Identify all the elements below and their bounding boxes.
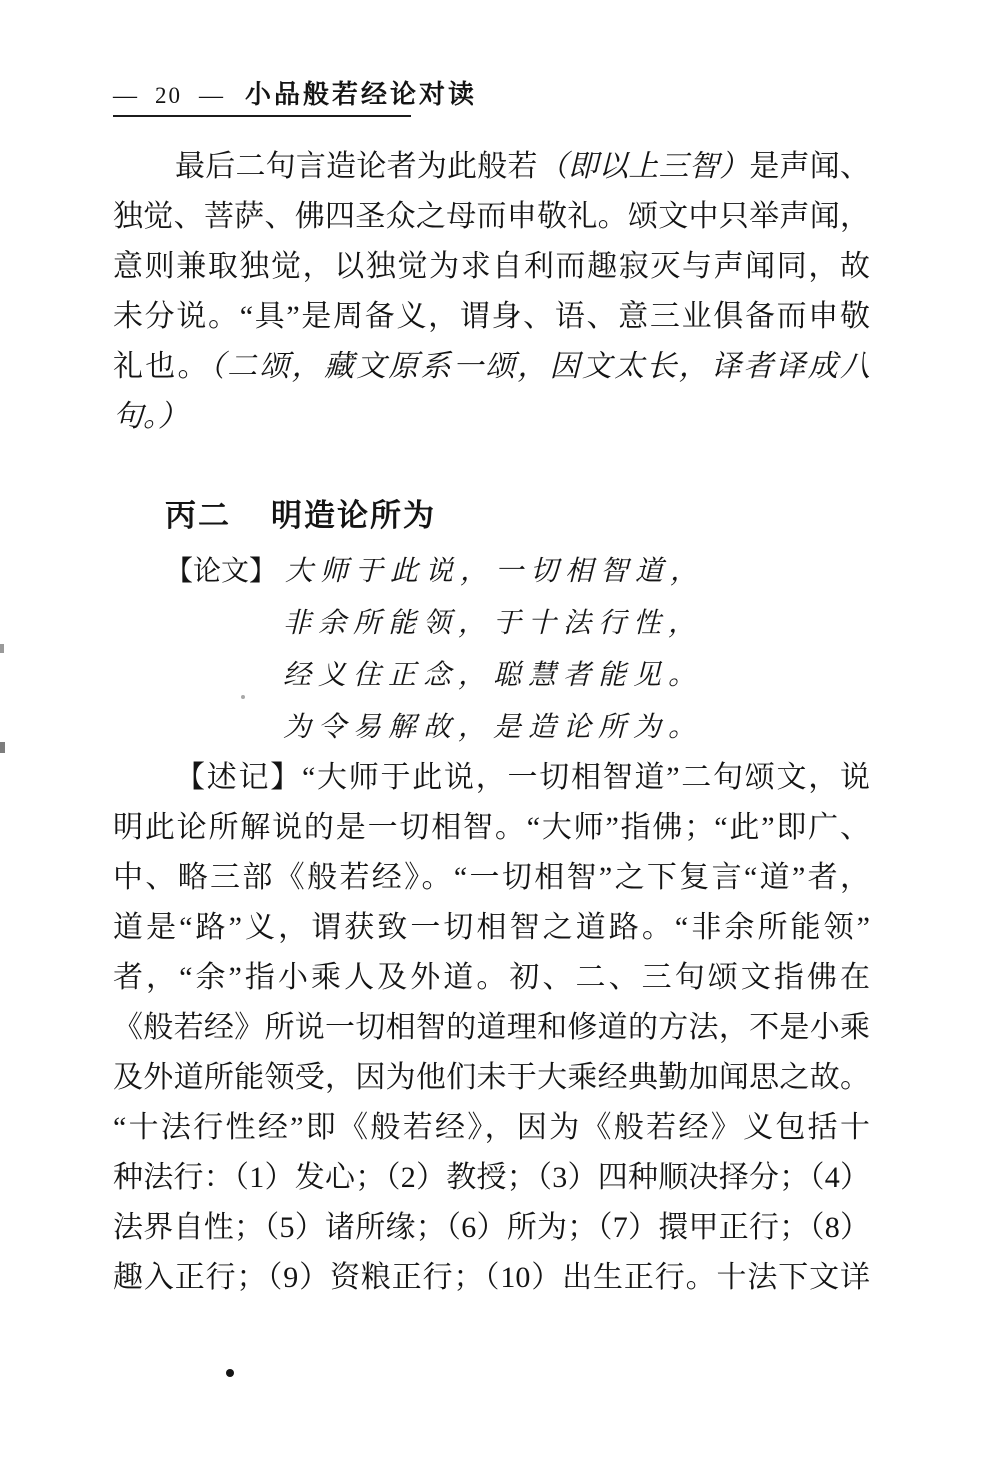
body-line: 法界自性；（5）诸所缘；（6）所为；（7）擐甲正行；（8） (113, 1211, 870, 1244)
body-line (113, 753, 870, 803)
lunwen-label: 【论文】 (165, 556, 278, 587)
scan-speck (0, 742, 5, 753)
verse-line: 非余所能领，于十法行性， (283, 608, 704, 639)
verse-text: 大师于此说，一切相智道， (285, 556, 706, 587)
verse-line: 为令易解故，是造论所为。 (283, 712, 704, 743)
header-rule (113, 115, 411, 117)
body-line (113, 342, 870, 392)
text-segment: 最后二句言造论者为此般若 (175, 150, 538, 183)
header-dash-right: — (199, 83, 224, 109)
running-header (113, 78, 870, 112)
body-line: 未分说。“具”是周备义，谓身、语、意三业俱备而申敬 (113, 300, 870, 333)
body-line (113, 142, 870, 192)
shuji-paragraph (113, 753, 870, 1303)
verse-line: 经义住正念，聪慧者能见。 (283, 660, 704, 691)
body-line: 者，“余”指小乘人及外道。初、二、三句颂文指佛在 (113, 961, 870, 994)
page-number: 20 (155, 83, 182, 108)
text-segment: “大师于此说，一切相智道”二句颂文，说 (301, 761, 870, 794)
body-line: 趣入正行；（9）资粮正行；（10）出生正行。十法下文详 (113, 1261, 870, 1294)
body-line: 明此论所解说的是一切相智。“大师”指佛；“此”即广、 (113, 811, 870, 844)
body-line: “十法行性经”即《般若经》，因为《般若经》义包括十 (113, 1111, 870, 1144)
body-line: 意则兼取独觉，以独觉为求自利而趣寂灭与声闻同，故 (113, 250, 870, 283)
text-segment-kaiti: （即以上三智） (537, 150, 750, 183)
header-dash-left: — (113, 83, 138, 109)
body-line: 中、略三部《般若经》。“一切相智”之下复言“道”者， (113, 861, 870, 894)
section-title: 明造论所为 (271, 498, 436, 533)
body-line: 句。） (113, 400, 188, 433)
shuji-label: 【述记】 (175, 761, 302, 794)
body-line: 及外道所能领受，因为他们未于大乘经典勤加闻思之故。 (113, 1061, 870, 1094)
verse-line (113, 546, 870, 598)
text-segment: 礼也。 (113, 350, 210, 383)
scan-speck (241, 695, 245, 699)
section-heading (165, 490, 436, 542)
paragraph-commentary-top (113, 142, 870, 442)
text-segment-kaiti: （二颂，藏文原系一颂，因文太长，译者译成八 (209, 350, 870, 383)
body-line: 道是“路”义，谓获致一切相智之道路。“非余所能领” (113, 911, 870, 944)
body-line: 独觉、菩萨、佛四圣众之母而申敬礼。颂文中只举声闻， (113, 200, 870, 233)
body-line: 种法行：（1）发心；（2）教授；（3）四种顺决择分；（4） (113, 1161, 870, 1194)
lunwen-verse-block (113, 546, 870, 754)
section-number: 丙二 (165, 498, 231, 533)
scan-speck (226, 1369, 234, 1377)
book-title: 小品般若经论对读 (245, 80, 478, 109)
scan-speck (0, 644, 4, 653)
text-segment: 是声闻、 (749, 150, 870, 183)
body-line: 《般若经》所说一切相智的道理和修道的方法，不是小乘 (113, 1011, 870, 1044)
